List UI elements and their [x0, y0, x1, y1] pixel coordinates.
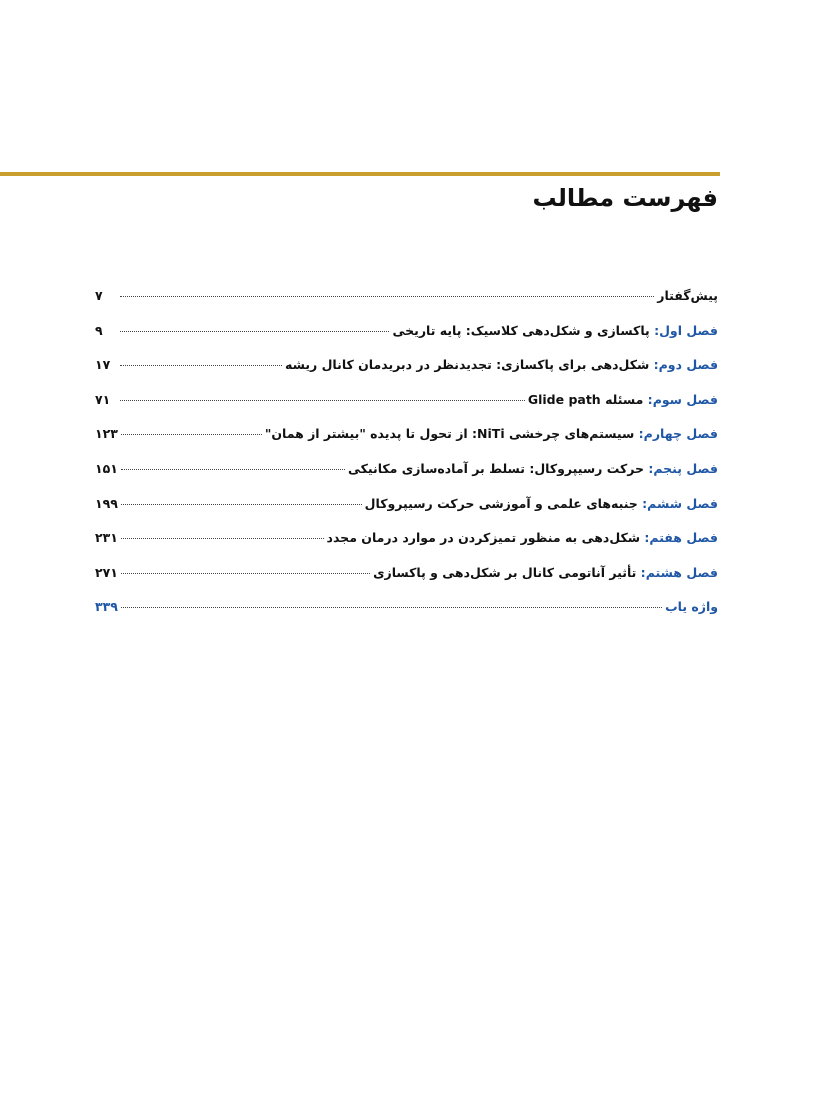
toc-page: ۱۹۹: [95, 495, 118, 511]
toc-label: فصل هفتم: شکل‌دهی به منظور تمیزکردن در موارد درمان مجدد: [326, 530, 718, 546]
toc-chapter: فصل چهارم: [643, 426, 718, 442]
toc-topic: شکل‌دهی برای پاکسازی: تجدیدنظر در دبریدمان کانال ریشه: [285, 357, 650, 373]
toc-page: ۲۳۱: [95, 530, 118, 546]
toc-page: ۱۵۱: [95, 460, 118, 476]
toc-leader: [120, 400, 525, 401]
toc-label: فصل چهارم: سیستم‌های چرخشی NiTi: از تحول تا پدیده "بیشتر از همان": [264, 426, 718, 442]
toc-leader: [121, 607, 662, 608]
toc-chapter: فصل اول: [659, 322, 718, 338]
toc-label: فصل سوم: مسئله Glide path: [527, 391, 718, 407]
toc-page: ۷۱: [95, 391, 111, 407]
toc-chapter: فصل هفتم: [649, 530, 718, 546]
toc-topic: پیش‌گفتار: [657, 288, 718, 303]
toc-topic: واژه یاب: [665, 599, 718, 615]
toc-leader: [121, 434, 262, 435]
toc-row[interactable]: [95, 599, 718, 634]
toc-topic: مسئله Glide path: [527, 391, 644, 407]
toc-chapter: فصل پنجم: [653, 460, 718, 476]
toc-page: ۳۳۹: [95, 599, 118, 615]
toc-leader: [121, 504, 362, 505]
toc-row[interactable]: [95, 530, 718, 565]
toc-row[interactable]: [95, 496, 718, 531]
toc-label: فصل پنجم: حرکت رسیپروکال: تسلط بر آماده‌سازی مکانیکی: [347, 460, 718, 476]
toc-leader: [120, 296, 654, 297]
toc-page: ۹: [95, 322, 103, 338]
toc-label: فصل هشتم: تأثیر آناتومی کانال بر شکل‌دهی و پاکسازی: [373, 564, 718, 580]
page-title: فهرست مطالب: [532, 184, 718, 212]
table-of-contents: [95, 288, 718, 634]
toc-page: ۷: [95, 288, 103, 303]
toc-chapter: فصل دوم: [658, 357, 718, 373]
header-rule: [0, 172, 720, 176]
toc-chapter: فصل سوم: [652, 391, 718, 407]
toc-row[interactable]: [95, 288, 718, 323]
toc-row[interactable]: [95, 357, 718, 392]
toc-row[interactable]: [95, 426, 718, 461]
toc-label: [665, 599, 718, 614]
toc-leader: [121, 538, 324, 539]
toc-label: فصل اول: پاکسازی و شکل‌دهی کلاسیک: پایه تاریخی: [392, 322, 718, 338]
toc-page: ۱۷: [95, 357, 111, 373]
toc-topic: تأثیر آناتومی کانال بر شکل‌دهی و پاکسازی: [373, 564, 637, 580]
toc-topic: جنبه‌های علمی و آموزشی حرکت رسیپروکال: [364, 495, 638, 511]
toc-leader: [121, 573, 370, 574]
toc-label: فصل ششم: جنبه‌های علمی و آموزشی حرکت رسیپروکال: [364, 495, 718, 511]
toc-label: فصل دوم: شکل‌دهی برای پاکسازی: تجدیدنظر در دبریدمان کانال ریشه: [285, 357, 718, 373]
toc-topic: سیستم‌های چرخشی NiTi: از تحول تا پدیده "بیشتر از همان": [264, 426, 635, 442]
toc-row[interactable]: [95, 323, 718, 358]
toc-row[interactable]: [95, 461, 718, 496]
toc-leader: [120, 365, 282, 366]
toc-chapter: فصل ششم: [647, 495, 718, 511]
toc-chapter: فصل هشتم: [645, 564, 718, 580]
toc-leader: [120, 331, 389, 332]
toc-topic: حرکت رسیپروکال: تسلط بر آماده‌سازی مکانیکی: [347, 460, 645, 476]
toc-row[interactable]: [95, 565, 718, 600]
toc-page: ۱۲۳: [95, 426, 118, 442]
toc-label: [657, 288, 718, 303]
toc-page: ۲۷۱: [95, 564, 118, 580]
toc-row[interactable]: [95, 392, 718, 427]
toc-topic: پاکسازی و شکل‌دهی کلاسیک: پایه تاریخی: [392, 322, 650, 338]
toc-topic: شکل‌دهی به منظور تمیزکردن در موارد درمان مجدد: [326, 530, 641, 546]
toc-leader: [121, 469, 345, 470]
